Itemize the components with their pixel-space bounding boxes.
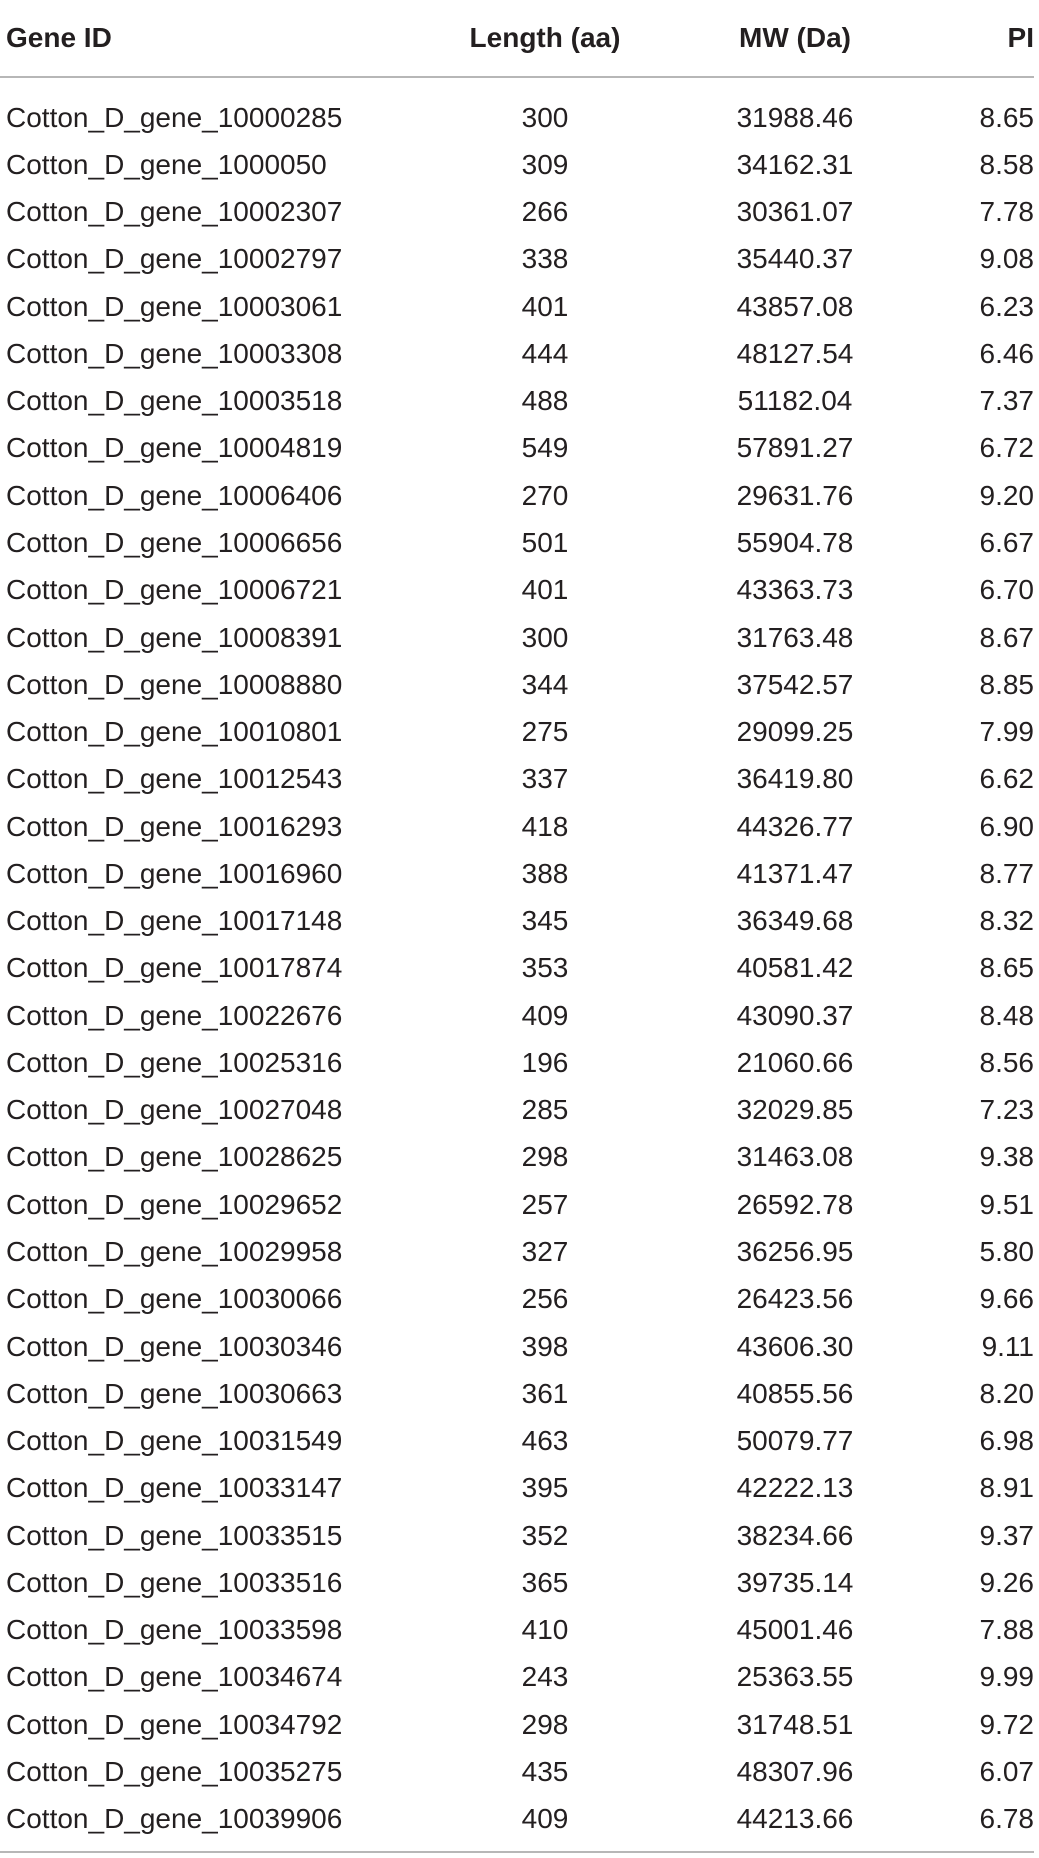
cell-mw: 42222.13: [736, 1472, 854, 1504]
cell-pi: 8.48: [979, 999, 1034, 1031]
table-row: [0, 330, 1034, 377]
cell-gene-id: Cotton_D_gene_10006721: [6, 574, 343, 606]
cell-mw: 32029.85: [736, 1094, 854, 1126]
table-row: [0, 1607, 1034, 1654]
cell-mw: 36419.80: [736, 763, 854, 795]
cell-mw: 38234.66: [736, 1519, 854, 1551]
cell-length: 243: [521, 1661, 569, 1693]
table-row: [0, 850, 1034, 897]
table-row: [0, 614, 1034, 661]
cell-length: 275: [521, 716, 569, 748]
cell-pi: 8.58: [979, 148, 1034, 180]
cell-gene-id: Cotton_D_gene_10010801: [6, 716, 343, 748]
cell-mw: 30361.07: [736, 196, 854, 228]
cell-pi: 6.46: [979, 337, 1034, 369]
table-row: [0, 519, 1034, 566]
cell-gene-id: Cotton_D_gene_10002307: [6, 196, 343, 228]
cell-pi: 8.65: [979, 952, 1034, 984]
cell-gene-id: Cotton_D_gene_10008880: [6, 668, 343, 700]
cell-gene-id: Cotton_D_gene_10016960: [6, 857, 343, 889]
cell-gene-id: Cotton_D_gene_10002797: [6, 243, 343, 275]
cell-mw: 45001.46: [736, 1614, 854, 1646]
table-body: [0, 77, 1034, 1852]
cell-gene-id: Cotton_D_gene_10030346: [6, 1330, 343, 1362]
cell-pi: 6.72: [979, 432, 1034, 464]
table-row: [0, 1039, 1034, 1086]
cell-gene-id: Cotton_D_gene_10033516: [6, 1566, 343, 1598]
cell-gene-id: Cotton_D_gene_10008391: [6, 621, 343, 653]
cell-gene-id: Cotton_D_gene_10031549: [6, 1425, 343, 1457]
cell-pi: 6.78: [920, 1796, 1034, 1852]
table-row: [0, 1181, 1034, 1228]
cell-mw: 43363.73: [736, 574, 854, 606]
cell-mw: 29631.76: [736, 479, 854, 511]
cell-length: 549: [521, 432, 569, 464]
cell-mw: 43857.08: [736, 290, 854, 322]
cell-length: 409: [420, 1796, 670, 1852]
cell-pi: 8.56: [979, 1046, 1034, 1078]
cell-mw: 44326.77: [736, 810, 854, 842]
cell-gene-id: Cotton_D_gene_10034792: [6, 1708, 343, 1740]
table-row: [0, 472, 1034, 519]
table-row: [0, 567, 1034, 614]
cell-length: 435: [521, 1755, 569, 1787]
cell-mw: 29099.25: [736, 716, 854, 748]
cell-pi: 9.99: [979, 1661, 1034, 1693]
cell-pi: 6.07: [979, 1755, 1034, 1787]
cell-pi: 8.32: [979, 905, 1034, 937]
cell-mw: 21060.66: [736, 1046, 854, 1078]
table-row: [0, 898, 1034, 945]
cell-gene-id: Cotton_D_gene_10022676: [6, 999, 343, 1031]
cell-length: 266: [521, 196, 569, 228]
cell-length: 410: [521, 1614, 569, 1646]
cell-gene-id: Cotton_D_gene_10006406: [6, 479, 343, 511]
table-row: [0, 1748, 1034, 1795]
table-row: [0, 1370, 1034, 1417]
cell-length: 344: [521, 668, 569, 700]
cell-length: 327: [521, 1236, 569, 1267]
cell-length: 270: [521, 479, 569, 511]
cell-pi: 7.99: [979, 716, 1034, 748]
cell-pi: 6.98: [979, 1425, 1034, 1457]
cell-gene-id: Cotton_D_gene_10027048: [6, 1094, 343, 1126]
cell-pi: 7.88: [979, 1614, 1034, 1646]
cell-pi: 9.26: [979, 1566, 1034, 1598]
cell-gene-id: Cotton_D_gene_10033147: [6, 1472, 343, 1504]
cell-gene-id: Cotton_D_gene_10017148: [6, 905, 343, 937]
cell-pi: 9.08: [979, 243, 1034, 275]
cell-length: 257: [521, 1188, 569, 1220]
cell-pi: 9.72: [979, 1708, 1034, 1740]
cell-pi: 8.67: [979, 621, 1034, 653]
cell-pi: 8.77: [979, 857, 1034, 889]
cell-length: 395: [521, 1472, 569, 1504]
cell-mw: 35440.37: [736, 243, 854, 275]
cell-pi: 7.37: [979, 385, 1034, 417]
table-row: [0, 77, 1034, 141]
table-row: [0, 1323, 1034, 1370]
table-row: [0, 1701, 1034, 1748]
cell-gene-id: Cotton_D_gene_10003518: [6, 385, 343, 417]
cell-gene-id: Cotton_D_gene_10033515: [6, 1519, 343, 1551]
cell-mw: 31763.48: [736, 621, 854, 653]
cell-gene-id: Cotton_D_gene_10034674: [6, 1661, 343, 1693]
cell-gene-id: Cotton_D_gene_10003308: [6, 337, 343, 369]
cell-length: 388: [521, 857, 569, 889]
cell-pi: 8.85: [979, 668, 1034, 700]
cell-length: 401: [521, 290, 569, 322]
cell-length: 418: [521, 810, 569, 842]
cell-mw: 40855.56: [736, 1377, 854, 1409]
cell-gene-id: Cotton_D_gene_1000050: [6, 148, 327, 180]
cell-mw: 57891.27: [736, 432, 854, 464]
cell-pi: 6.67: [979, 527, 1034, 559]
cell-length: 488: [521, 385, 569, 417]
cell-gene-id: Cotton_D_gene_10028625: [6, 1141, 343, 1173]
table-row: [0, 189, 1034, 236]
table-row: [0, 661, 1034, 708]
cell-pi: 9.66: [979, 1283, 1034, 1315]
cell-pi: 6.90: [979, 810, 1034, 842]
cell-gene-id: Cotton_D_gene_10025316: [6, 1046, 343, 1078]
table-row: [0, 141, 1034, 188]
cell-gene-id: Cotton_D_gene_10017874: [6, 952, 343, 984]
cell-length: 345: [521, 905, 569, 937]
table-row: [0, 283, 1034, 330]
cell-mw: 55904.78: [736, 527, 854, 559]
cell-mw: 26592.78: [736, 1188, 854, 1220]
cell-gene-id: Cotton_D_gene_10016293: [6, 810, 343, 842]
cell-length: 501: [521, 527, 569, 559]
cell-gene-id: Cotton_D_gene_10012543: [6, 763, 343, 795]
table-row: [0, 1796, 1034, 1852]
table-row: [0, 1276, 1034, 1323]
cell-length: 298: [521, 1141, 569, 1173]
header-gene-id: Gene ID: [0, 0, 420, 77]
cell-gene-id: Cotton_D_gene_10003061: [6, 290, 343, 322]
table-row: [0, 236, 1034, 283]
cell-gene-id: Cotton_D_gene_10029652: [6, 1188, 343, 1220]
cell-length: 309: [521, 148, 569, 180]
cell-gene-id: Cotton_D_gene_10000285: [6, 101, 343, 133]
cell-pi: 8.91: [979, 1472, 1034, 1504]
cell-mw: 43090.37: [736, 999, 854, 1031]
cell-pi: 9.11: [981, 1330, 1034, 1362]
cell-mw: 43606.30: [736, 1330, 854, 1362]
cell-length: 353: [521, 952, 569, 984]
cell-pi: 9.38: [979, 1141, 1034, 1173]
cell-pi: 7.23: [979, 1094, 1034, 1126]
cell-pi: 5.80: [979, 1236, 1034, 1267]
cell-length: 337: [521, 763, 569, 795]
cell-length: 338: [521, 243, 569, 275]
table-row: [0, 708, 1034, 755]
cell-gene-id: Cotton_D_gene_10033598: [6, 1614, 343, 1646]
cell-length: 444: [521, 337, 569, 369]
cell-pi: 9.20: [979, 479, 1034, 511]
cell-length: 401: [521, 574, 569, 606]
cell-gene-id: Cotton_D_gene_10029958: [6, 1236, 343, 1267]
cell-pi: 8.20: [979, 1377, 1034, 1409]
cell-pi: 9.37: [979, 1519, 1034, 1551]
cell-length: 352: [521, 1519, 569, 1551]
cell-length: 361: [521, 1377, 569, 1409]
cell-mw: 34162.31: [736, 148, 854, 180]
cell-length: 409: [521, 999, 569, 1031]
cell-mw: 31463.08: [736, 1141, 854, 1173]
cell-gene-id: Cotton_D_gene_10030066: [6, 1283, 343, 1315]
cell-pi: 6.23: [979, 290, 1034, 322]
header-row: [0, 0, 1034, 77]
cell-pi: 8.65: [979, 101, 1034, 133]
header-mw: MW (Da): [670, 0, 920, 77]
cell-mw: 26423.56: [736, 1283, 854, 1315]
cell-gene-id: Cotton_D_gene_10006656: [6, 527, 343, 559]
table-row: [0, 1087, 1034, 1134]
table-row: [0, 1654, 1034, 1701]
cell-pi: 6.62: [979, 763, 1034, 795]
cell-pi: 6.70: [979, 574, 1034, 606]
cell-length: 365: [521, 1566, 569, 1598]
cell-mw: 36349.68: [736, 905, 854, 937]
table-row: [0, 945, 1034, 992]
table-row: [0, 803, 1034, 850]
cell-mw: 48307.96: [736, 1755, 854, 1787]
table-row: [0, 1228, 1034, 1275]
cell-length: 300: [521, 101, 569, 133]
cell-mw: 39735.14: [736, 1566, 854, 1598]
table-row: [0, 1512, 1034, 1559]
table-row: [0, 1559, 1034, 1606]
cell-gene-id: Cotton_D_gene_10030663: [6, 1377, 343, 1409]
cell-gene-id: Cotton_D_gene_10039906: [0, 1796, 420, 1852]
cell-mw: 41371.47: [736, 857, 854, 889]
cell-gene-id: Cotton_D_gene_10035275: [6, 1755, 343, 1787]
cell-mw: 48127.54: [736, 337, 854, 369]
table-row: [0, 1417, 1034, 1464]
table-row: [0, 425, 1034, 472]
cell-mw: 36256.95: [736, 1236, 854, 1267]
cell-mw: 31988.46: [736, 101, 854, 133]
cell-length: 196: [521, 1046, 569, 1078]
cell-pi: 7.78: [979, 196, 1034, 228]
header-length: Length (aa): [420, 0, 670, 77]
cell-mw: 37542.57: [736, 668, 854, 700]
cell-length: 398: [521, 1330, 569, 1362]
cell-mw: 40581.42: [736, 952, 854, 984]
cell-mw: 31748.51: [736, 1708, 854, 1740]
cell-length: 463: [521, 1425, 569, 1457]
table-row: [0, 756, 1034, 803]
cell-length: 300: [521, 621, 569, 653]
table-row: [0, 1134, 1034, 1181]
cell-mw: 44213.66: [670, 1796, 920, 1852]
table-row: [0, 992, 1034, 1039]
cell-length: 285: [521, 1094, 569, 1126]
table-row: [0, 378, 1034, 425]
cell-length: 298: [521, 1708, 569, 1740]
cell-gene-id: Cotton_D_gene_10004819: [6, 432, 343, 464]
cell-pi: 9.51: [979, 1188, 1034, 1220]
cell-mw: 51182.04: [737, 385, 853, 417]
table-header: [0, 0, 1034, 77]
cell-mw: 50079.77: [736, 1425, 854, 1457]
table-row: [0, 1465, 1034, 1512]
cell-mw: 25363.55: [736, 1661, 854, 1693]
cell-length: 256: [521, 1283, 569, 1315]
header-pi: PI: [920, 0, 1034, 77]
